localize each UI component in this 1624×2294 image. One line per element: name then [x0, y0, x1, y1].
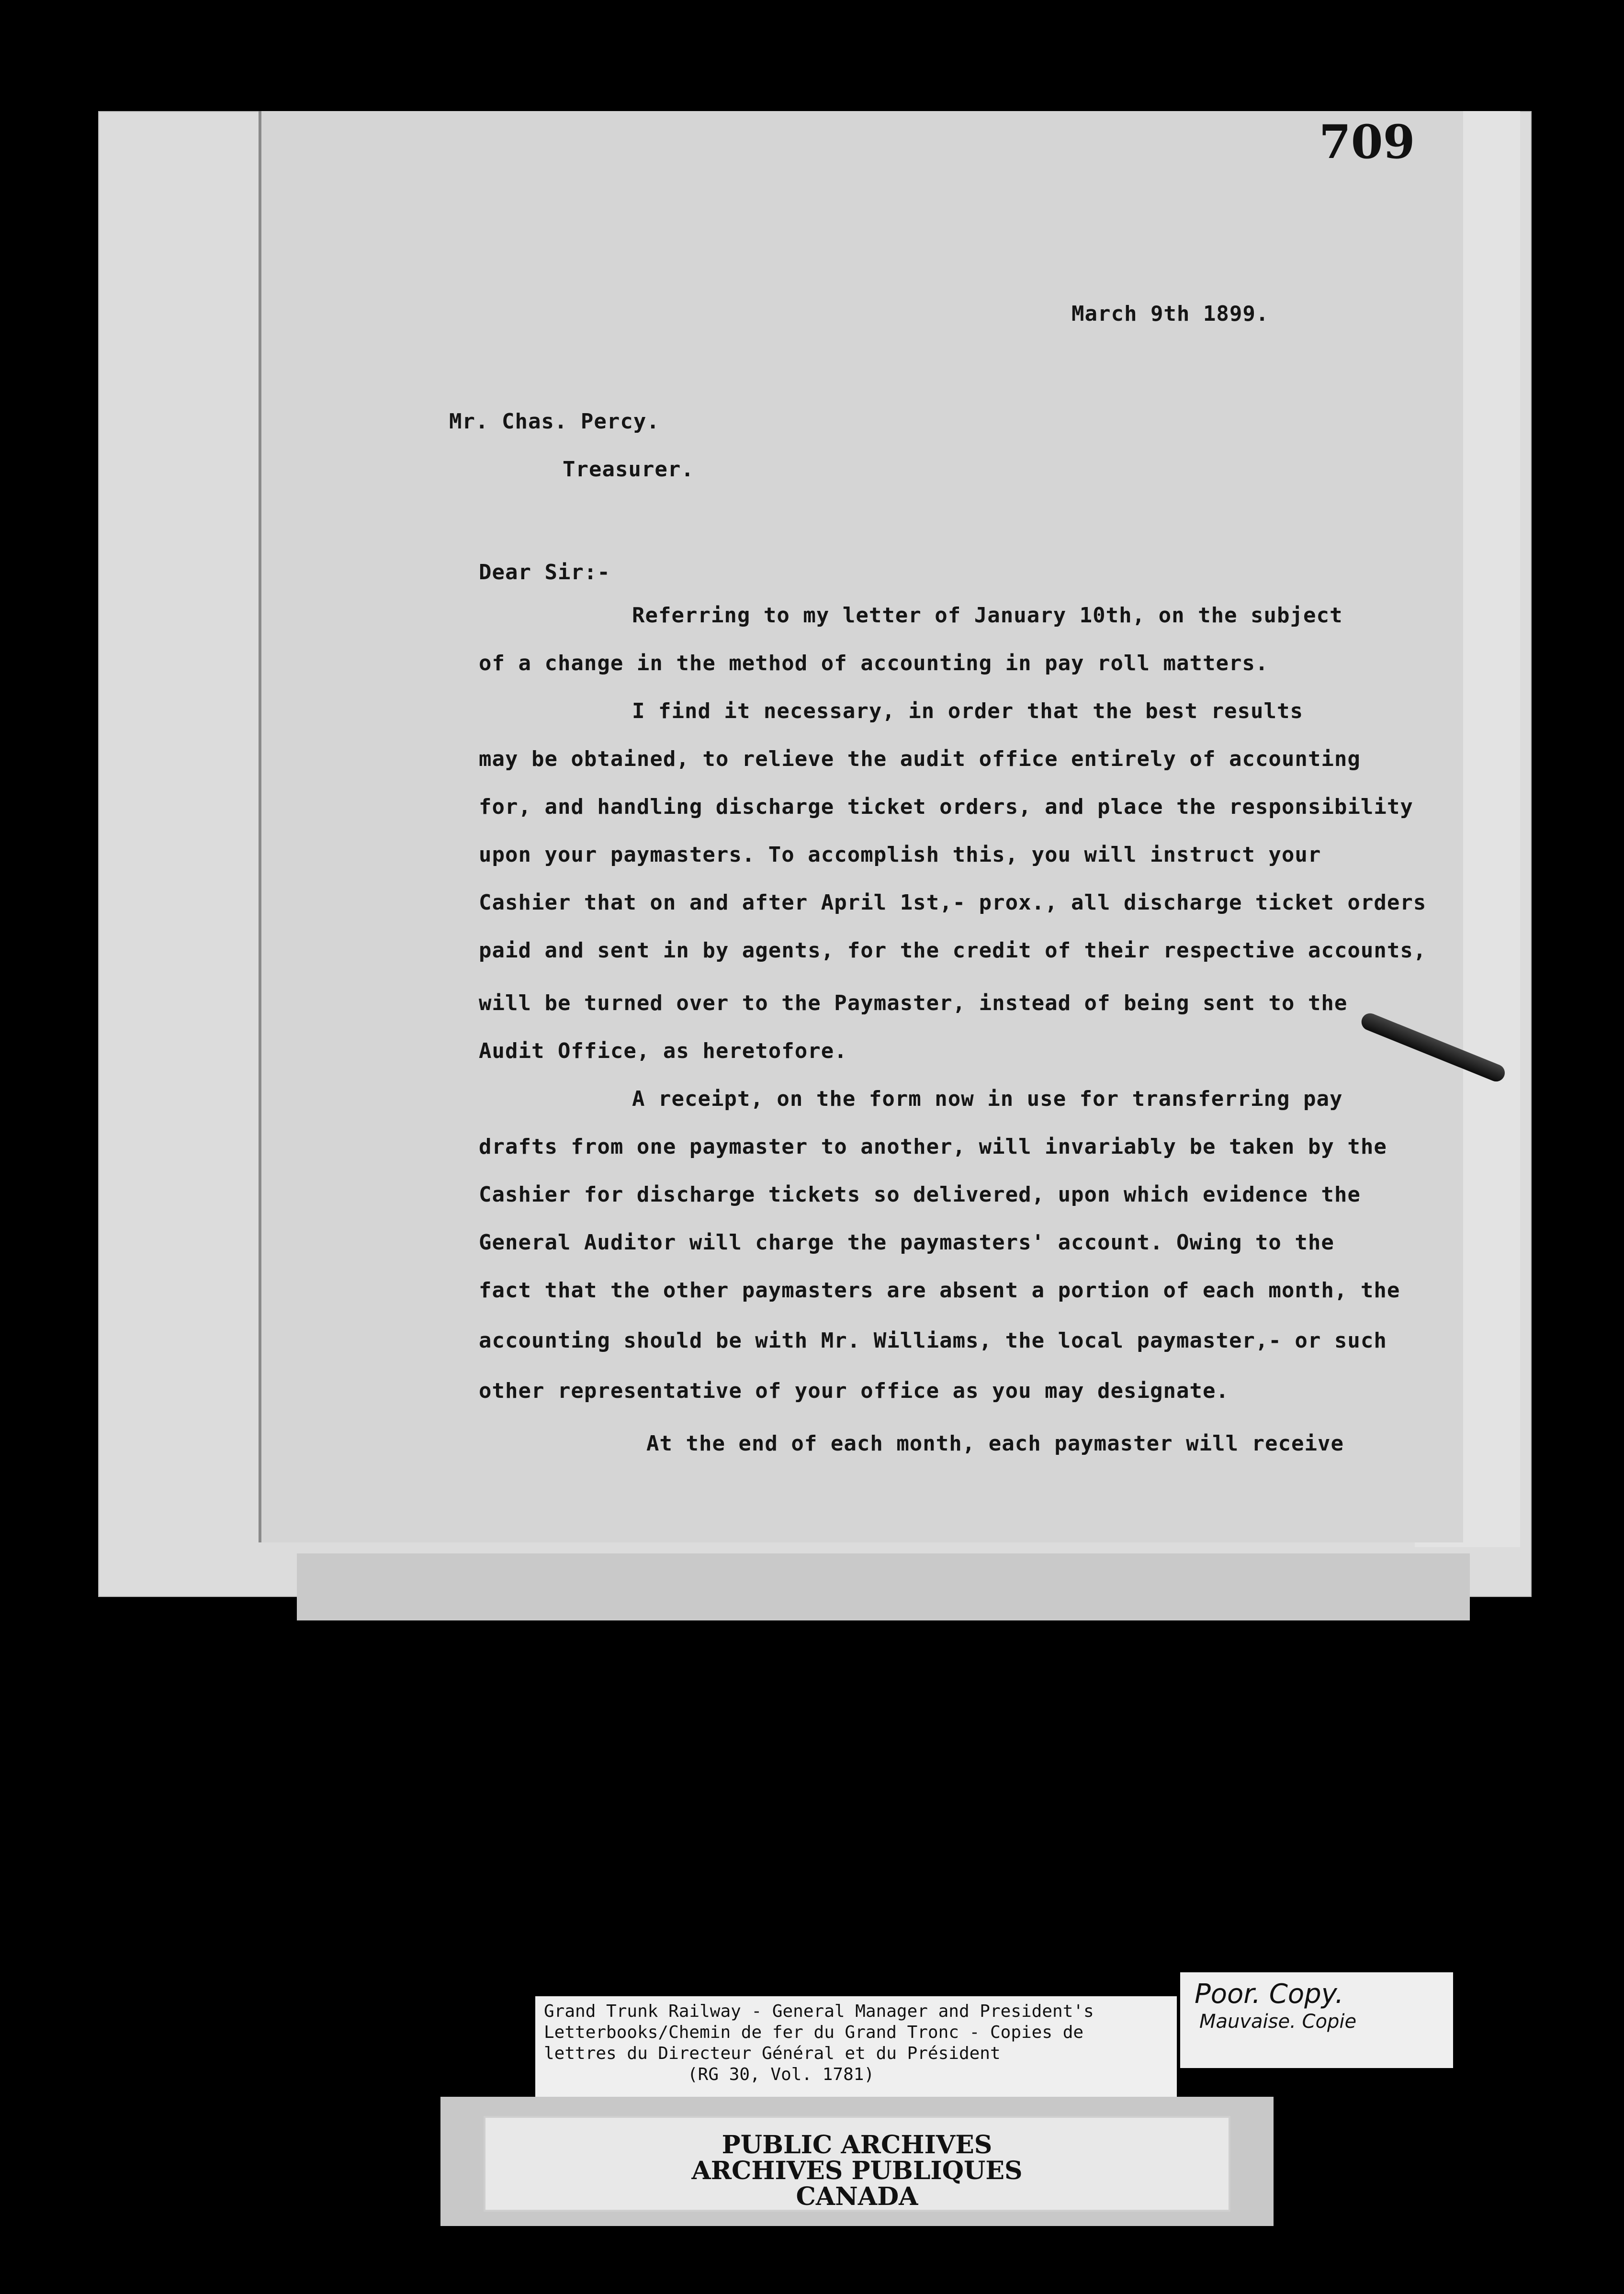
letter-line: accounting should be with Mr. Williams, the local paymaster,- or such — [479, 1328, 1387, 1353]
letter-line: fact that the other paymasters are absent a portion of each month, the — [479, 1278, 1400, 1303]
letter-recipient: Mr. Chas. Percy. — [449, 409, 660, 434]
caption-line: lettres du Directeur Général et du Président — [544, 2044, 1001, 2063]
letter-line: I find it necessary, in order that the best results — [632, 699, 1304, 723]
letter-line: of a change in the method of accounting in pay roll matters. — [479, 651, 1269, 675]
page-number: 709 — [1319, 115, 1415, 169]
letter-line: for, and handling discharge ticket orders, and place the responsibility — [479, 795, 1413, 819]
caption-line: Letterbooks/Chemin de fer du Grand Tronc - Copies de — [544, 2023, 1084, 2042]
letter-salutation: Dear Sir:- — [479, 560, 610, 585]
letter-line: Audit Office, as heretofore. — [479, 1039, 847, 1063]
caption-reference: (RG 30, Vol. 1781) — [688, 2065, 875, 2084]
quality-note-french: Mauvaise. Copie — [1199, 2011, 1357, 2033]
caption-line: Grand Trunk Railway - General Manager and President's — [544, 2002, 1094, 2021]
letter-line: Cashier that on and after April 1st,- prox., all discharge ticket orders — [479, 890, 1427, 915]
archive-label-english: PUBLIC ARCHIVES — [722, 2130, 992, 2159]
letter-line: other representative of your office as you may designate. — [479, 1379, 1229, 1403]
quality-note-english: Poor. Copy. — [1195, 1979, 1344, 2010]
letter-line: Cashier for discharge tickets so delivered, upon which evidence the — [479, 1182, 1361, 1207]
letter-line: paid and sent in by agents, for the credit of their respective accounts, — [479, 938, 1427, 963]
archive-label-french: ARCHIVES PUBLIQUES — [691, 2156, 1023, 2185]
letter-line: At the end of each month, each paymaster will receive — [646, 1431, 1344, 1456]
letter-date: March 9th 1899. — [1071, 302, 1269, 326]
letter-line: will be turned over to the Paymaster, instead of being sent to the — [479, 991, 1348, 1015]
letter-line: A receipt, on the form now in use for transferring pay — [632, 1087, 1343, 1111]
public-archives-label — [484, 2116, 1230, 2212]
letter-line: General Auditor will charge the paymasters' account. Owing to the — [479, 1230, 1334, 1255]
handwritten-quality-note — [1180, 1972, 1453, 2068]
archive-label-country: CANADA — [796, 2182, 918, 2211]
letter-line: drafts from one paymaster to another, will invariably be taken by the — [479, 1135, 1387, 1159]
letter-recipient-title: Treasurer. — [563, 457, 694, 482]
letter-line: upon your paymasters. To accomplish this, you will instruct your — [479, 843, 1321, 867]
letter-line: Referring to my letter of January 10th, on the subject — [632, 603, 1343, 628]
letter-line: may be obtained, to relieve the audit office entirely of accounting — [479, 747, 1361, 771]
